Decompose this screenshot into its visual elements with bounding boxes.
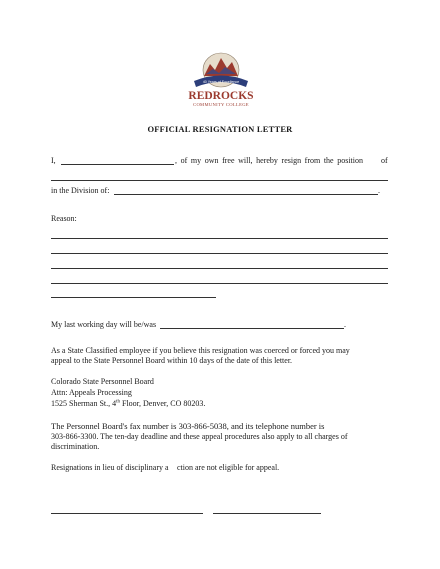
division-label: in the Division of: xyxy=(51,186,110,195)
page-title: OFFICIAL RESIGNATION LETTER xyxy=(147,124,293,134)
signature-field[interactable] xyxy=(51,513,203,514)
para1-mid: , of my own free will, hereby resign from the position xyxy=(175,156,363,165)
division-field[interactable] xyxy=(114,194,378,195)
reason-line[interactable] xyxy=(51,238,388,239)
lieu-note-b: ction are not eligible for appeal. xyxy=(177,463,280,472)
reason-line[interactable] xyxy=(51,253,388,254)
fax-line-2: 303-866-3300. The ten-day deadline and these appeal procedures also apply to all charges of xyxy=(51,432,348,441)
fax-line-1: The Personnel Board's fax number is 303-866-5038, and its telephone number is xyxy=(51,421,325,431)
logo-band-text: 40 Years of Excellence xyxy=(202,80,240,84)
address-line-3 xyxy=(51,399,205,409)
position-field[interactable] xyxy=(51,180,388,181)
name-field[interactable] xyxy=(61,164,174,165)
last-day-label: My last working day will be/was xyxy=(51,320,157,329)
address-line-2: Attn: Appeals Processing xyxy=(51,388,132,397)
address-line-1: Colorado State Personnel Board xyxy=(51,377,154,386)
para1-of: of xyxy=(381,156,388,165)
reason-label: Reason: xyxy=(51,214,77,223)
para1-lead: I, xyxy=(51,156,56,165)
fax-line-3: discrimination. xyxy=(51,442,100,451)
state-note-line-1: As a State Classified employee if you believe this resignation was coerced or forced you may xyxy=(51,346,350,355)
state-note-line-2: appeal to the State Personnel Board within 10 days of the date of this letter. xyxy=(51,356,293,365)
division-end: . xyxy=(378,186,380,195)
logo-subtitle: COMMUNITY COLLEGE xyxy=(193,102,249,107)
last-day-field[interactable] xyxy=(160,328,344,329)
address-street: 1525 Sherman St., 4 xyxy=(51,399,117,408)
last-day-end: . xyxy=(344,320,346,329)
reason-line[interactable] xyxy=(51,297,216,298)
logo-name: REDROCKS xyxy=(188,90,254,102)
lieu-note-a: Resignations in lieu of disciplinary a xyxy=(51,463,169,472)
reason-line[interactable] xyxy=(51,283,388,284)
date-field[interactable] xyxy=(213,513,321,514)
college-logo xyxy=(180,48,262,112)
reason-line[interactable] xyxy=(51,268,388,269)
address-city: Floor, Denver, CO 80203. xyxy=(120,399,206,408)
address-ordinal: th xyxy=(116,399,120,405)
